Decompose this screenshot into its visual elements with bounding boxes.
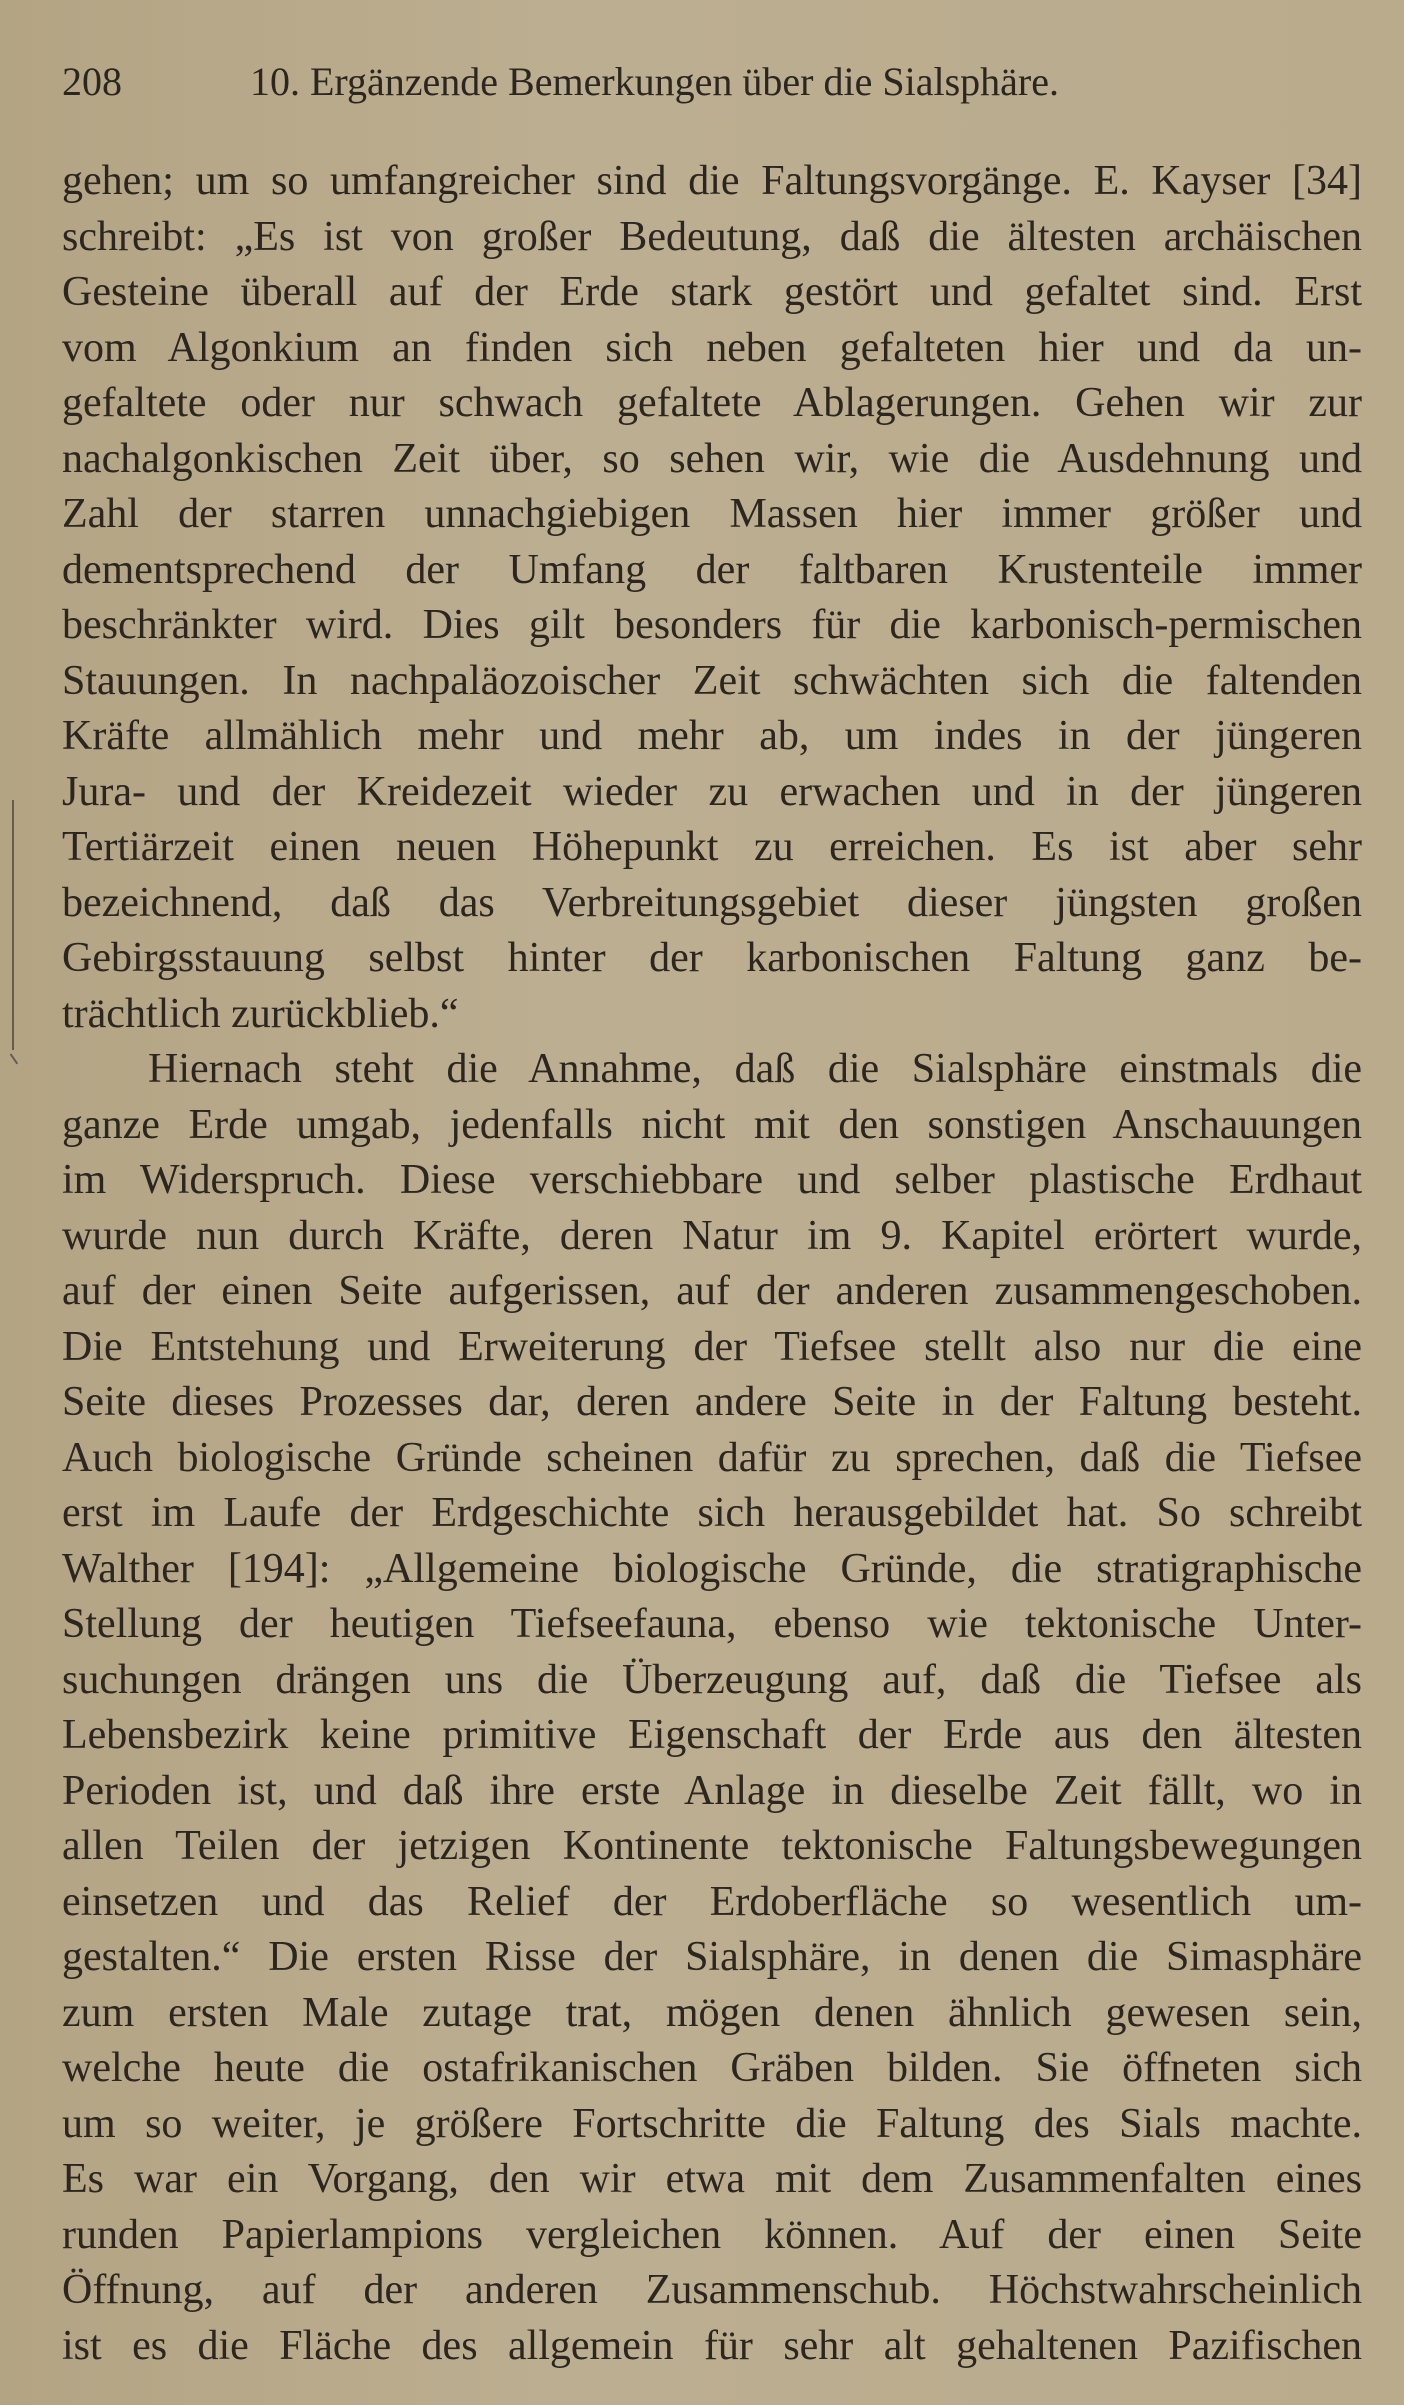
text-line: Hiernach steht die Annahme, daß die Sialsphäre einstmals die	[148, 1046, 1362, 1092]
text-line: Tertiärzeit einen neuen Höhepunkt zu erreichen. Es ist aber sehr	[62, 824, 1362, 870]
text-line: Walther [194]: „Allgemeine biologische Gründe, die stratigraphische	[62, 1545, 1362, 1592]
text-line: schreibt: „Es ist von großer Bedeutung, daß die ältesten archäischen	[62, 213, 1362, 260]
text-line: Jura- und der Kreidezeit wieder zu erwachen und in der jüngeren	[62, 768, 1362, 815]
running-title: 10. Ergänzende Bemerkungen über die Sialsphäre.	[250, 59, 1059, 104]
text-line: gestalten.“ Die ersten Risse der Sialsphäre, in denen die Simasphäre	[62, 1934, 1362, 1980]
text-line: welche heute die ostafrikanischen Gräben bilden. Sie öffneten sich	[62, 2045, 1362, 2091]
text-line: gehen; um so umfangreicher sind die Faltungsvorgänge. E. Kayser [34]	[62, 158, 1362, 204]
text-line: Perioden ist, und daß ihre erste Anlage in dieselbe Zeit fällt, wo in	[62, 1767, 1362, 1814]
text-line: Gebirgsstauung selbst hinter der karbonischen Faltung ganz be-	[62, 935, 1362, 981]
text-line: wurde nun durch Kräfte, deren Natur im 9. Kapitel erörtert wurde,	[62, 1212, 1362, 1259]
text-line: beschränkter wird. Dies gilt besonders für die karbonisch-permischen	[62, 602, 1362, 648]
text-line: bezeichnend, daß das Verbreitungsgebiet dieser jüngsten großen	[62, 879, 1362, 926]
text-line: auf der einen Seite aufgerissen, auf der anderen zusammengeschoben.	[62, 1268, 1362, 1314]
text-line: ganze Erde umgab, jedenfalls nicht mit den sonstigen Anschauungen	[62, 1101, 1362, 1148]
text-line: suchungen drängen uns die Überzeugung auf, daß die Tiefsee als	[62, 1656, 1362, 1703]
text-line: dementsprechend der Umfang der faltbaren Krustenteile immer	[62, 546, 1362, 593]
text-line: im Widerspruch. Diese verschiebbare und selber plastische Erdhaut	[62, 1157, 1362, 1203]
text-line: erst im Laufe der Erdgeschichte sich herausgebildet hat. So schreibt	[62, 1490, 1362, 1536]
text-line: um so weiter, je größere Fortschritte die Faltung des Sials machte.	[62, 2100, 1362, 2147]
text-line: Die Entstehung und Erweiterung der Tiefsee stellt also nur die eine	[62, 1323, 1362, 1370]
text-line: Auch biologische Gründe scheinen dafür zu sprechen, daß die Tiefsee	[62, 1434, 1362, 1481]
text-line: gefaltete oder nur schwach gefaltete Ablagerungen. Gehen wir zur	[62, 380, 1362, 426]
text-line: Gesteine überall auf der Erde stark gestört und gefaltet sind. Erst	[62, 269, 1362, 315]
text-line: Zahl der starren unnachgiebigen Massen hier immer größer und	[62, 491, 1362, 537]
text-line: einsetzen und das Relief der Erdoberfläche so wesentlich um-	[62, 1878, 1362, 1925]
text-line: Öffnung, auf der anderen Zusammenschub. Höchstwahrscheinlich	[62, 2267, 1362, 2313]
text-line: Stauungen. In nachpaläozoischer Zeit schwächten sich die faltenden	[62, 657, 1362, 704]
text-line: allen Teilen der jetzigen Kontinente tektonische Faltungsbewegungen	[62, 1823, 1362, 1869]
page-number: 208	[62, 59, 122, 104]
text-line: trächtlich zurückblieb.“	[62, 990, 459, 1037]
text-line: Es war ein Vorgang, den wir etwa mit dem Zusammenfalten eines	[62, 2156, 1362, 2202]
text-line: Lebensbezirk keine primitive Eigenschaft der Erde aus den ältesten	[62, 1712, 1362, 1758]
text-line: runden Papierlampions vergleichen können. Auf der einen Seite	[62, 2211, 1362, 2258]
page-header	[62, 52, 1362, 112]
text-line: Seite dieses Prozesses dar, deren andere Seite in der Faltung besteht.	[62, 1379, 1362, 1425]
text-line: ist es die Fläche des allgemein für sehr alt gehaltenen Pazifischen	[62, 2322, 1362, 2369]
margin-pencil-mark	[12, 800, 17, 1050]
text-line: nachalgonkischen Zeit über, so sehen wir, wie die Ausdehnung und	[62, 435, 1362, 482]
text-line: vom Algonkium an finden sich neben gefalteten hier und da un-	[62, 324, 1362, 371]
text-line: Kräfte allmählich mehr und mehr ab, um indes in der jüngeren	[62, 713, 1362, 759]
text-line: zum ersten Male zutage trat, mögen denen ähnlich gewesen sein,	[62, 1989, 1362, 2036]
text-line: Stellung der heutigen Tiefseefauna, ebenso wie tektonische Unter-	[62, 1601, 1362, 1647]
